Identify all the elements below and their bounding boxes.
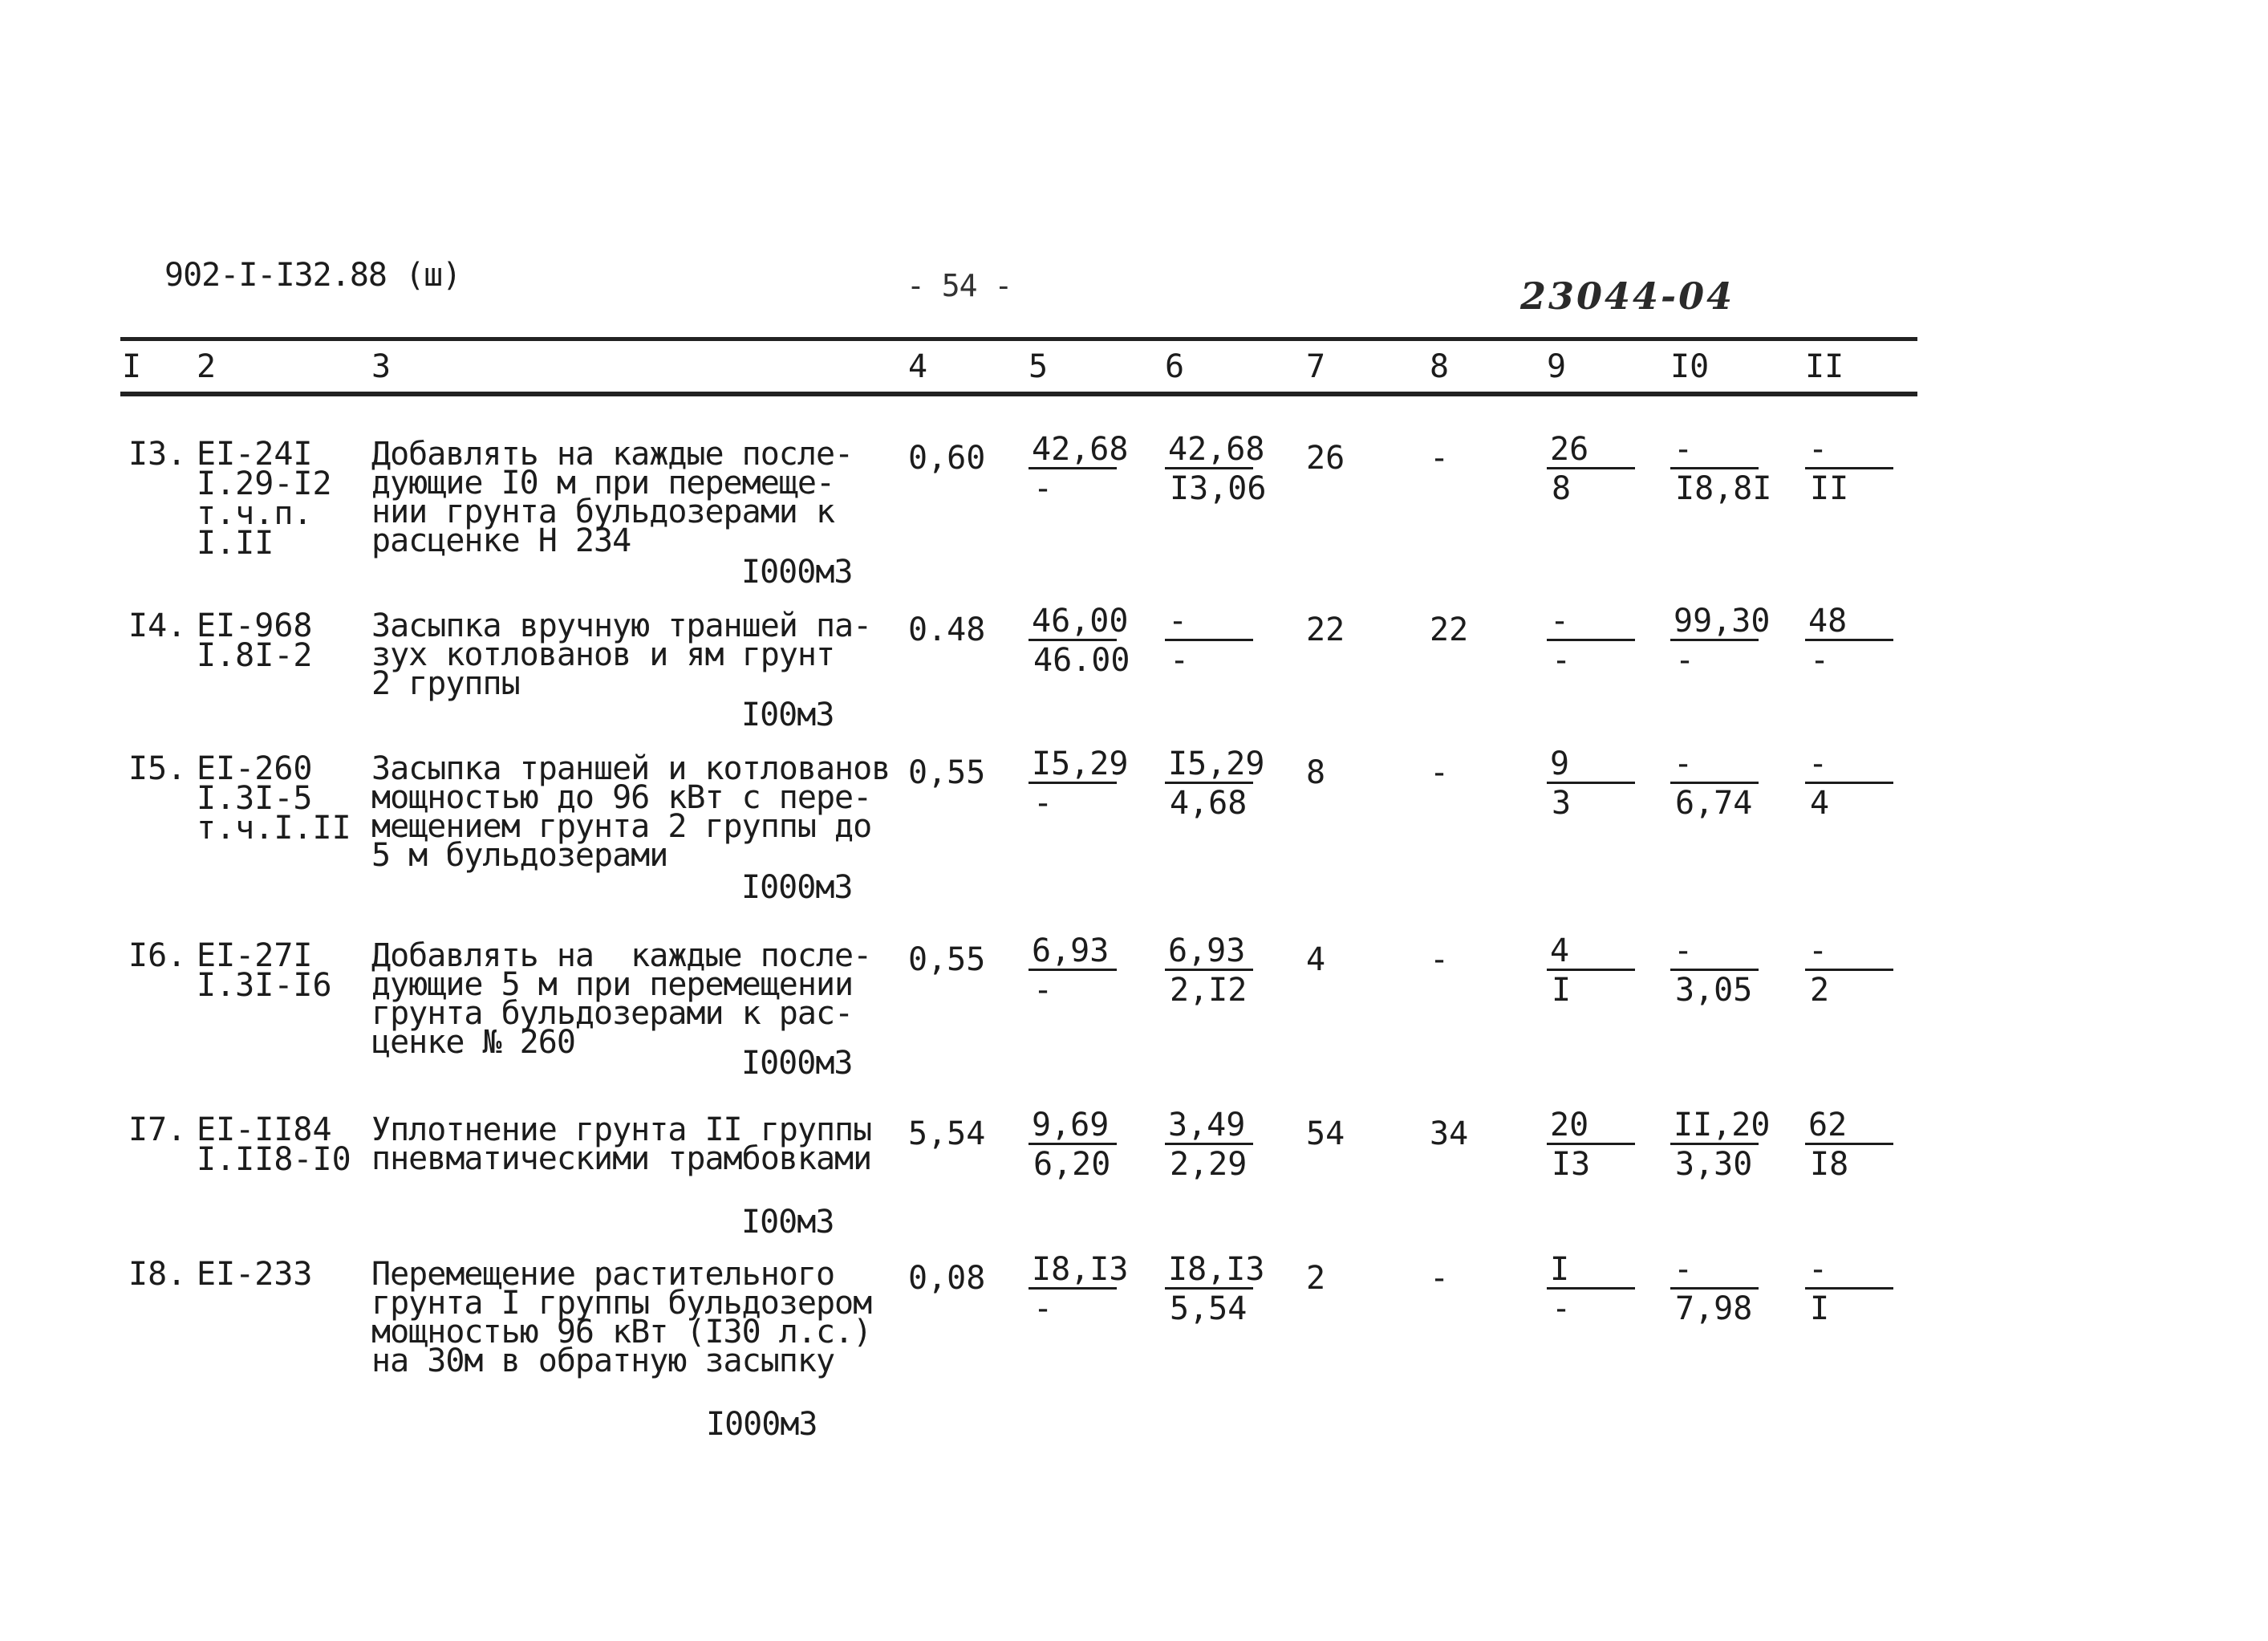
cell-unit-cost-top: 6,93: [1029, 933, 1117, 971]
cell-col-10-bottom: 6,74: [1675, 785, 1753, 822]
cell-col-8: 34: [1430, 1115, 1469, 1152]
cell-col-8: -: [1430, 440, 1450, 477]
work-description: Засыпка вручную траншей па- зух котлованов и ям грунт 2 группы: [371, 607, 872, 702]
cell-machine-cost: [1165, 933, 1253, 1008]
cell-col-7: 2: [1306, 1260, 1326, 1297]
row-number: I3.: [128, 436, 187, 473]
cell-col-9: [1547, 603, 1635, 678]
norm-code: EI-27I I.3I-I6: [197, 937, 332, 1004]
cell-col-11-top: -: [1805, 432, 1893, 469]
cell-quantity: 0.48: [908, 611, 986, 648]
row-number: I5.: [128, 750, 187, 787]
row-number: I4.: [128, 607, 187, 644]
cell-col-9-bottom: I: [1552, 972, 1572, 1009]
cell-col-10-top: II,20: [1670, 1107, 1759, 1145]
cell-col-9: [1547, 432, 1635, 506]
work-description: Засыпка траншей и котлованов мощностью до 96 кВт с пере- мещением грунта 2 группы до 5 м бульдозерами: [371, 750, 891, 874]
cell-unit-cost: [1029, 745, 1129, 822]
cell-unit-cost: [1029, 431, 1129, 507]
cell-unit-cost-bottom: -: [1033, 470, 1053, 507]
cell-unit-cost-bottom: -: [1033, 785, 1053, 822]
cell-machine-cost-top: 6,93: [1165, 933, 1253, 971]
cell-col-11: [1805, 1107, 1893, 1182]
cell-col-11: [1805, 933, 1893, 1008]
cell-col-10-bottom: -: [1675, 642, 1695, 679]
cell-col-7: 26: [1306, 440, 1345, 477]
handwritten-code: 23044-04: [1520, 274, 1735, 318]
cell-col-11-bottom: I: [1810, 1290, 1830, 1327]
cell-col-10-top: -: [1670, 933, 1759, 971]
cell-col-7: 54: [1306, 1115, 1345, 1152]
work-description: Уплотнение грунта II группы пневматическими трамбовками: [371, 1111, 872, 1177]
work-description: Перемещение растительного грунта I группы бульдозером мощностью 96 кВт (I30 л.с.) на 30м в обратную засыпку: [371, 1256, 872, 1379]
measurement-unit: I000м3: [741, 1045, 853, 1082]
column-number-1: I: [122, 348, 142, 385]
page-number: - 54 -: [907, 268, 1012, 303]
cell-col-11: [1805, 746, 1893, 821]
work-description: Добавлять на каждые после- дующие 5 м при перемещении грунта бульдозерами к рас- ценке № 260: [371, 937, 872, 1061]
cell-col-9-bottom: 3: [1552, 785, 1572, 822]
cell-col-9-bottom: -: [1552, 642, 1572, 679]
cell-machine-cost: [1165, 603, 1253, 678]
cell-col-7: 4: [1306, 941, 1326, 978]
cell-col-9-bottom: -: [1552, 1290, 1572, 1327]
cell-machine-cost: [1165, 1107, 1253, 1182]
cell-col-11-top: -: [1805, 933, 1893, 971]
cell-unit-cost-top: 42,68: [1029, 432, 1117, 469]
cell-machine-cost-bottom: 5,54: [1170, 1290, 1248, 1327]
cell-col-9: [1547, 1107, 1635, 1182]
cell-col-10: [1670, 1252, 1759, 1326]
cell-col-11: [1805, 603, 1893, 678]
cell-col-10-top: -: [1670, 432, 1759, 469]
norm-code: EI-260 I.3I-5 т.ч.I.II: [197, 750, 351, 847]
cell-col-11-top: -: [1805, 746, 1893, 784]
cell-col-11-top: 62: [1805, 1107, 1893, 1145]
norm-code: EI-24I I.29-I2 т.ч.п. I.II: [197, 436, 332, 562]
work-description: Добавлять на каждые после- дующие I0 м при перемеще- нии грунта бульдозерами к расценке Н 234: [371, 436, 854, 559]
cell-col-11: [1805, 432, 1893, 506]
cell-col-10: [1670, 746, 1759, 821]
cell-col-10-top: -: [1670, 1252, 1759, 1290]
cell-machine-cost-top: 3,49: [1165, 1107, 1253, 1145]
measurement-unit: I00м3: [741, 697, 834, 733]
column-number-3: 3: [371, 348, 392, 385]
cell-col-9: [1547, 746, 1635, 821]
cell-unit-cost-bottom: 6,20: [1033, 1146, 1111, 1183]
measurement-unit: I00м3: [741, 1204, 834, 1241]
cell-col-11-bottom: II: [1810, 470, 1849, 507]
cell-machine-cost: [1165, 1251, 1265, 1327]
cell-col-10-bottom: 3,30: [1675, 1146, 1753, 1183]
cell-col-11: [1805, 1252, 1893, 1326]
norm-code: EI-II84 I.II8-I0: [197, 1111, 351, 1178]
column-number-9: 9: [1547, 348, 1567, 385]
cell-quantity: 0,55: [908, 754, 986, 791]
column-number-6: 6: [1165, 348, 1185, 385]
column-number-8: 8: [1430, 348, 1450, 385]
measurement-unit: I000м3: [706, 1406, 818, 1443]
norm-code: EI-233: [197, 1256, 313, 1293]
cell-unit-cost-bottom: -: [1033, 972, 1053, 1009]
cell-quantity: 0,55: [908, 941, 986, 978]
cell-col-10-bottom: 3,05: [1675, 972, 1753, 1009]
cell-quantity: 0,60: [908, 440, 986, 477]
cell-col-9-top: 9: [1547, 746, 1635, 784]
cell-machine-cost-bottom: 2,I2: [1170, 972, 1248, 1009]
cell-col-11-top: -: [1805, 1252, 1893, 1290]
cell-col-11-bottom: -: [1810, 642, 1830, 679]
table-top-rule: [120, 337, 1917, 341]
cell-machine-cost-bottom: 2,29: [1170, 1146, 1248, 1183]
cell-machine-cost: [1165, 431, 1267, 507]
cell-col-9-top: I: [1547, 1252, 1635, 1290]
cell-unit-cost: [1029, 1251, 1129, 1327]
cell-machine-cost-bottom: 4,68: [1170, 785, 1248, 822]
cell-col-10: [1670, 1107, 1771, 1183]
cell-col-9-bottom: I3: [1552, 1146, 1591, 1183]
column-number-5: 5: [1029, 348, 1049, 385]
cell-col-10-bottom: 7,98: [1675, 1290, 1753, 1327]
norm-code: EI-968 I.8I-2: [197, 607, 313, 674]
cell-unit-cost-top: 9,69: [1029, 1107, 1117, 1145]
cell-unit-cost-top: 46,00: [1029, 603, 1117, 641]
cell-col-10-top: -: [1670, 746, 1759, 784]
cell-unit-cost-top: I5,29: [1029, 746, 1117, 784]
cell-machine-cost-top: 42,68: [1165, 432, 1253, 469]
cell-col-11-bottom: 2: [1810, 972, 1830, 1009]
measurement-unit: I000м3: [741, 869, 853, 906]
cell-col-8: -: [1430, 941, 1450, 978]
cell-col-9-top: -: [1547, 603, 1635, 641]
cell-col-11-bottom: I8: [1810, 1146, 1849, 1183]
column-number-7: 7: [1306, 348, 1326, 385]
cell-col-10-top: 99,30: [1670, 603, 1759, 641]
column-number-2: 2: [197, 348, 217, 385]
cell-unit-cost-bottom: 46.00: [1033, 642, 1130, 679]
cell-col-7: 22: [1306, 611, 1345, 648]
cell-machine-cost: [1165, 745, 1265, 822]
cell-col-10: [1670, 431, 1772, 507]
header-bottom-rule: [120, 392, 1917, 396]
cell-col-9: [1547, 933, 1635, 1008]
cell-quantity: 0,08: [908, 1260, 986, 1297]
row-number: I8.: [128, 1256, 187, 1293]
cell-col-9-top: 4: [1547, 933, 1635, 971]
cell-col-9-top: 26: [1547, 432, 1635, 469]
cell-machine-cost-top: I5,29: [1165, 746, 1253, 784]
column-number-4: 4: [908, 348, 928, 385]
cell-col-10-bottom: I8,8I: [1675, 470, 1772, 507]
cell-machine-cost-top: I8,I3: [1165, 1252, 1253, 1290]
cell-unit-cost: [1029, 933, 1117, 1008]
measurement-unit: I000м3: [741, 554, 853, 591]
cell-col-10: [1670, 933, 1759, 1008]
cell-col-9: [1547, 1252, 1635, 1326]
cell-quantity: 5,54: [908, 1115, 986, 1152]
row-number: I7.: [128, 1111, 187, 1148]
cell-col-11-bottom: 4: [1810, 785, 1830, 822]
document-code: 902-I-I32.88 (ш): [164, 257, 461, 294]
cell-col-7: 8: [1306, 754, 1326, 791]
cell-col-8: 22: [1430, 611, 1469, 648]
column-number-10: I0: [1670, 348, 1710, 385]
cell-machine-cost-bottom: I3,06: [1170, 470, 1267, 507]
row-number: I6.: [128, 937, 187, 974]
cell-unit-cost-top: I8,I3: [1029, 1252, 1117, 1290]
cell-col-10: [1670, 603, 1771, 679]
cell-unit-cost: [1029, 1107, 1117, 1182]
cell-unit-cost: [1029, 603, 1130, 679]
cell-col-8: -: [1430, 754, 1450, 791]
cell-col-8: -: [1430, 1260, 1450, 1297]
cell-machine-cost-bottom: -: [1170, 642, 1190, 679]
cell-machine-cost-top: -: [1165, 603, 1253, 641]
column-number-11: II: [1805, 348, 1844, 385]
cell-col-11-top: 48: [1805, 603, 1893, 641]
cell-col-9-top: 20: [1547, 1107, 1635, 1145]
cell-col-9-bottom: 8: [1552, 470, 1572, 507]
cell-unit-cost-bottom: -: [1033, 1290, 1053, 1327]
